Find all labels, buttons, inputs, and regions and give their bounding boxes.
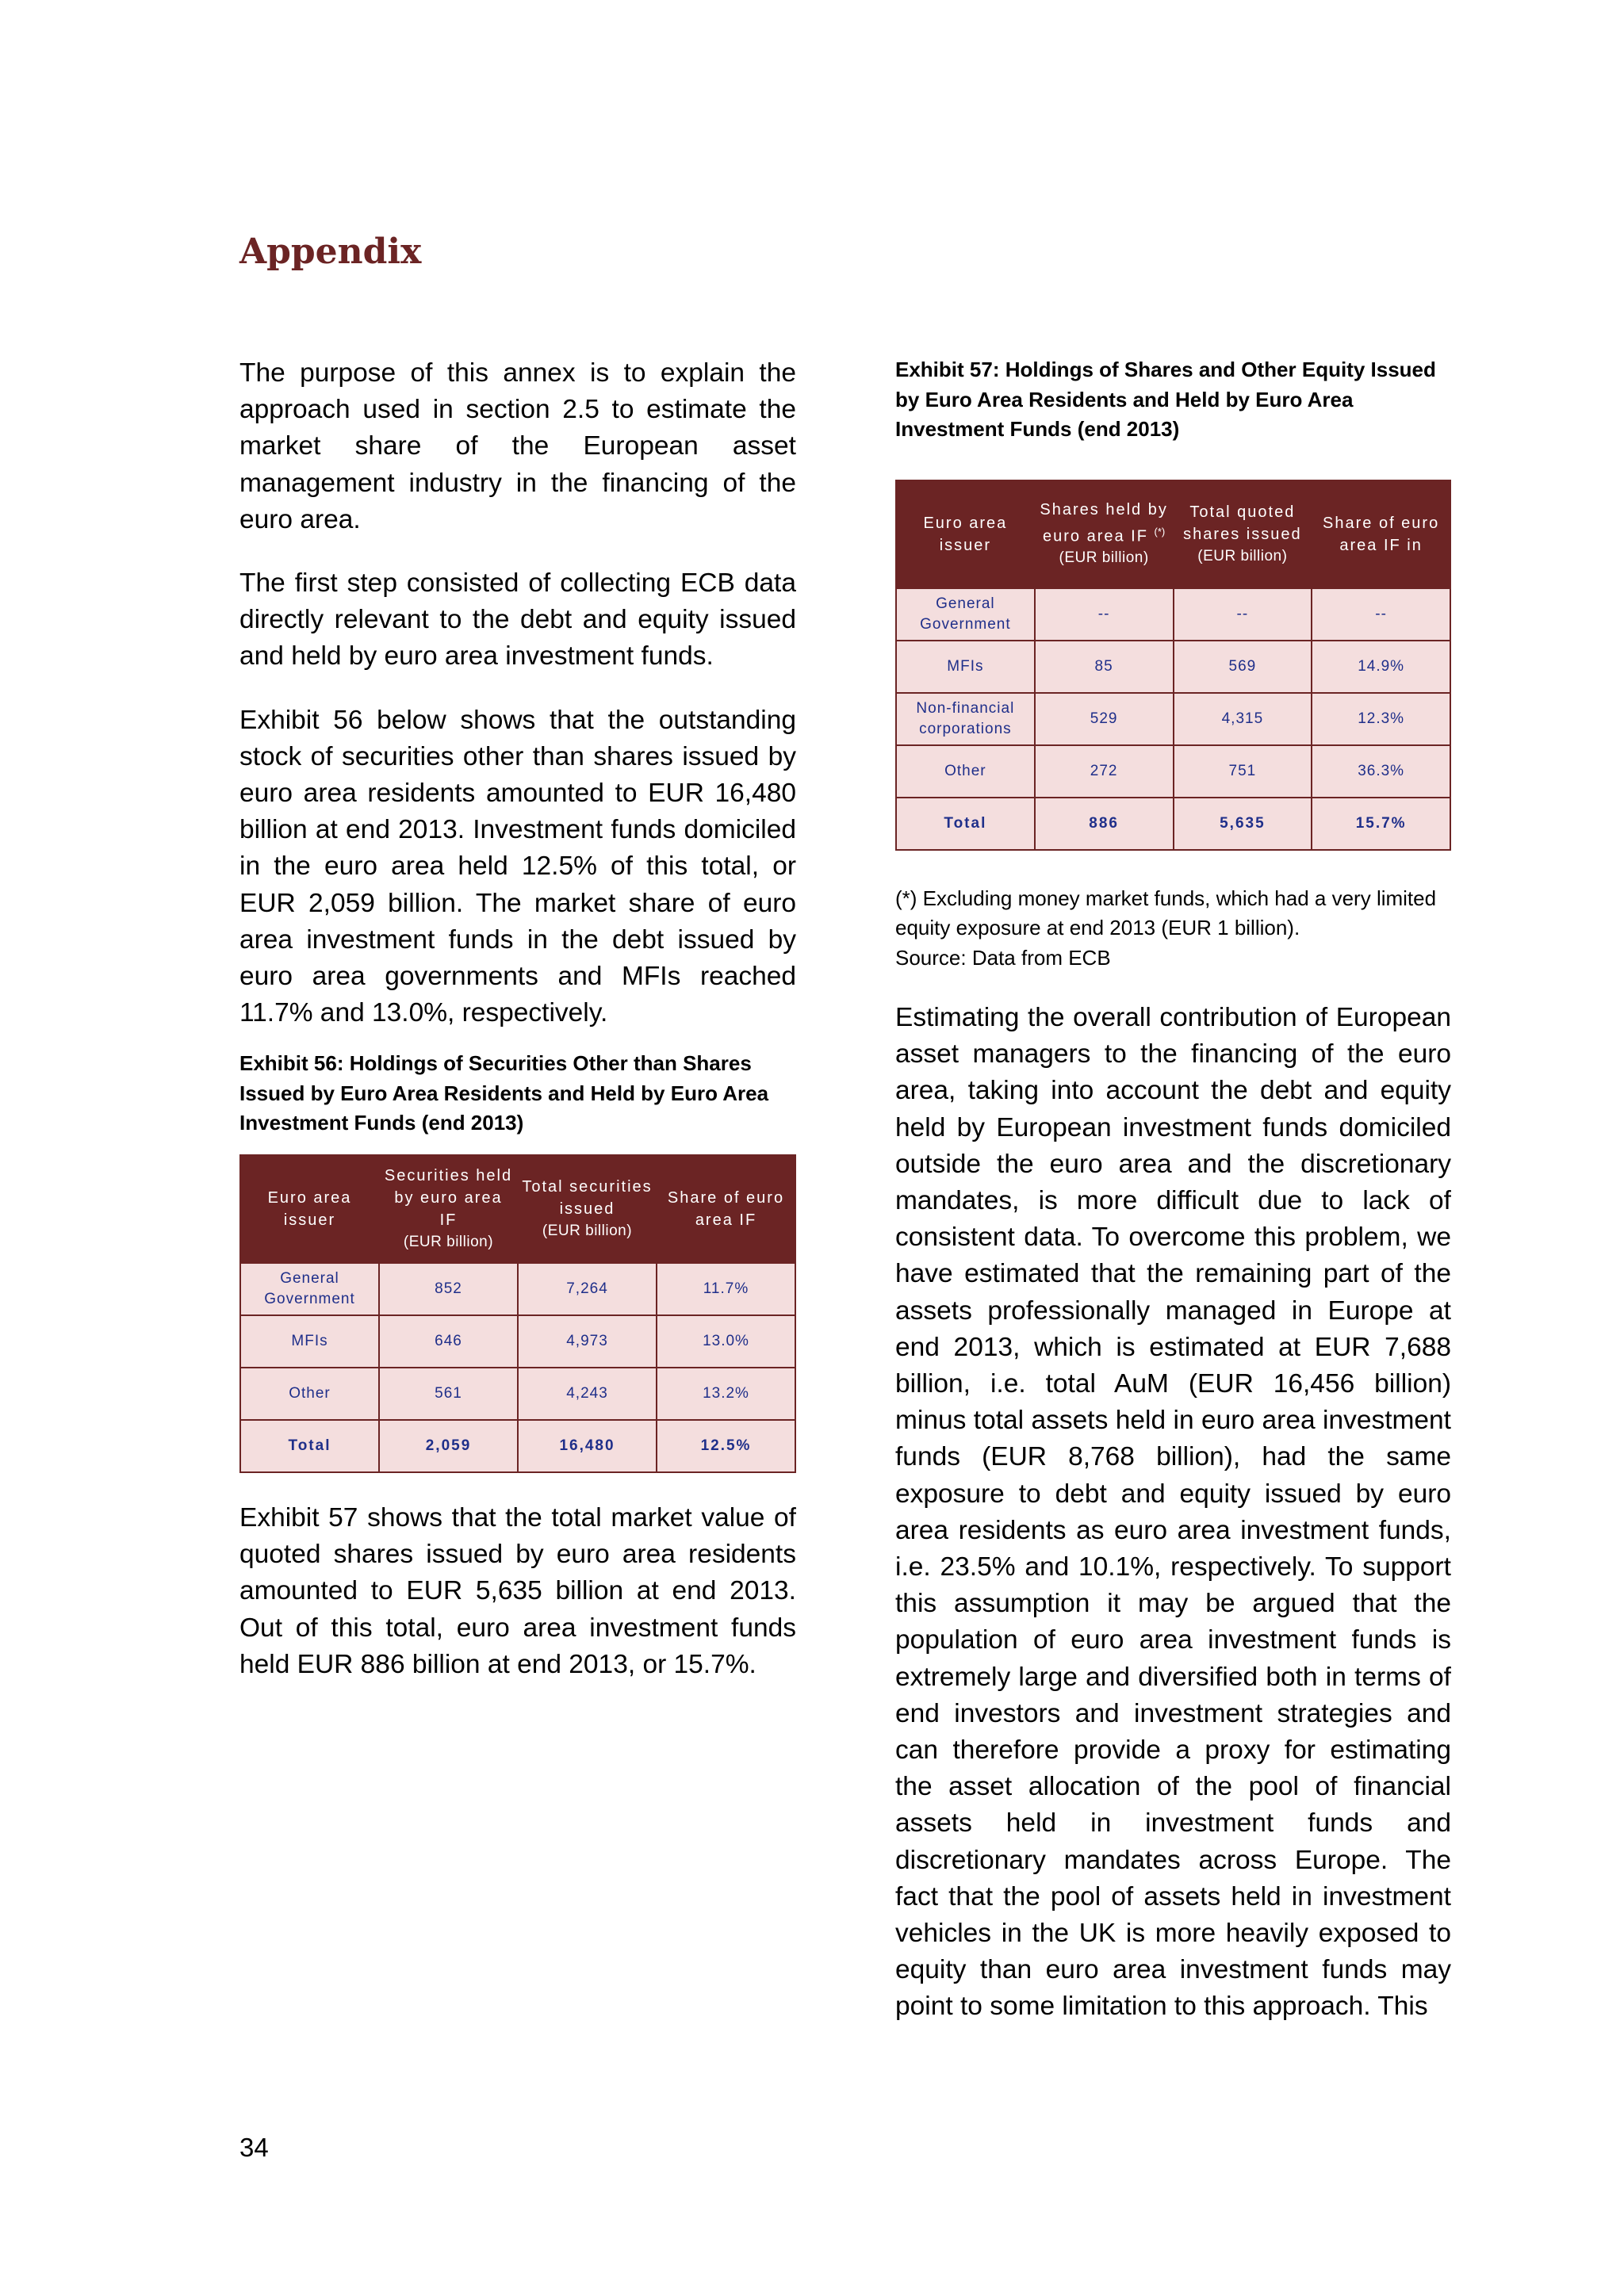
held-cell: -- <box>1035 588 1174 641</box>
share-cell: 12.3% <box>1312 693 1450 745</box>
total-cell: 4,243 <box>518 1368 657 1420</box>
issuer-cell: General Government <box>240 1263 379 1315</box>
column-header-share: Share of euro area IF <box>657 1155 795 1263</box>
exhibit57-notes <box>895 884 1451 974</box>
column-header-total: Total securities issued (EUR billion) <box>518 1155 657 1263</box>
source-note: Source: Data from ECB <box>895 945 1111 970</box>
share-cell: 13.0% <box>657 1315 795 1368</box>
total-cell: 569 <box>1174 641 1312 693</box>
share-cell: 14.9% <box>1312 641 1450 693</box>
held-cell: 852 <box>379 1263 518 1315</box>
total-cell: 4,973 <box>518 1315 657 1368</box>
column-header-share: Share of euro area IF in <box>1312 480 1450 588</box>
issuer-cell: Other <box>896 745 1035 798</box>
total-cell: 16,480 <box>518 1420 657 1472</box>
page-title: Appendix <box>239 232 422 272</box>
exhibit57-table <box>895 480 1451 851</box>
column-header-total: Total quoted shares issued (EUR billion) <box>1174 480 1312 588</box>
table-header-row <box>240 1155 795 1263</box>
total-cell: 7,264 <box>518 1263 657 1315</box>
held-cell: 85 <box>1035 641 1174 693</box>
held-cell: 2,059 <box>379 1420 518 1472</box>
column-header-held: Shares held by euro area IF (*) (EUR billion) <box>1035 480 1174 588</box>
issuer-cell: MFIs <box>896 641 1035 693</box>
total-cell: 5,635 <box>1174 798 1312 850</box>
issuer-cell: Total <box>896 798 1035 850</box>
column-header-held: Securities held by euro area IF (EUR billion) <box>379 1155 518 1263</box>
table-row <box>240 1315 795 1368</box>
issuer-cell: Non-financial corporations <box>896 693 1035 745</box>
share-cell: 36.3% <box>1312 745 1450 798</box>
table-total-row <box>896 798 1450 850</box>
share-cell: 12.5% <box>657 1420 795 1472</box>
issuer-cell: MFIs <box>240 1315 379 1368</box>
table-row <box>896 641 1450 693</box>
total-cell: -- <box>1174 588 1312 641</box>
total-cell: 4,315 <box>1174 693 1312 745</box>
table-row <box>240 1263 795 1315</box>
exhibit57-summary-paragraph: Exhibit 57 shows that the total market value of quoted shares issued by euro area residents amounted to EUR 5,635 billion at end 2013. Out of this total, euro area investment funds held EUR 886 billion at end 2013, or 15.7%. <box>239 1502 796 1679</box>
issuer-cell: Other <box>240 1368 379 1420</box>
column-header-issuer: Euro area issuer <box>896 480 1035 588</box>
page-number: 34 <box>239 2133 269 2162</box>
intro-paragraph: The purpose of this annex is to explain the approach used in section 2.5 to estimate the market share of the European asset management industry in the financing of the euro area. <box>239 358 796 534</box>
share-cell: 11.7% <box>657 1263 795 1315</box>
held-cell: 646 <box>379 1315 518 1368</box>
estimation-paragraph: Estimating the overall contribution of European asset managers to the financing of the euro area, taking into account the debt and equity held by European investment funds domiciled outside the euro area and the discretionary mandates, is more difficult due to lack of consistent data. To overcome this problem, we have estimated that the remaining part of the assets professionally managed in Europe at end 2013, which is estimated at EUR 7,688 billion, i.e. total AuM (EUR 16,456 billion) minus total assets held in euro area investment funds (EUR 8,768 billion), had the same exposure to debt and equity issued by euro area residents as euro area investment funds, i.e. 23.5% and 10.1%, respectively. To support this assumption it may be argued that the population of euro area investment funds is extremely large and diversified both in terms of end investors and investment strategies and can therefore provide a proxy for estimating the asset allocation of the pool of financial assets held in investment funds and discretionary mandates across Europe. The fact that the pool of assets held in investment vehicles in the UK is more heavily exposed to equity than euro area investment funds may point to some limitation to this approach. This <box>895 1003 1451 2022</box>
exhibit57-caption: Exhibit 57: Holdings of Shares and Other Equity Issued by Euro Area Residents and Held by Euro Area Investment Funds (end 2013) <box>895 358 1436 441</box>
table-row <box>896 693 1450 745</box>
right-column <box>895 355 1451 2053</box>
held-cell: 886 <box>1035 798 1174 850</box>
share-cell: 15.7% <box>1312 798 1450 850</box>
share-cell: 13.2% <box>657 1368 795 1420</box>
issuer-cell: Total <box>240 1420 379 1472</box>
total-cell: 751 <box>1174 745 1312 798</box>
issuer-cell: General Government <box>896 588 1035 641</box>
exhibit56-caption: Exhibit 56: Holdings of Securities Other than Shares Issued by Euro Area Residents and Held by Euro Area Investment Funds (end 2013) <box>239 1051 769 1135</box>
footnote: (*) Excluding money market funds, which had a very limited equity exposure at end 2013 (EUR 1 billion). <box>895 886 1437 939</box>
held-cell: 529 <box>1035 693 1174 745</box>
first-step-paragraph: The first step consisted of collecting ECB data directly relevant to the debt and equity issued and held by euro area investment funds. <box>239 568 796 672</box>
table-row <box>896 588 1450 641</box>
table-row <box>896 745 1450 798</box>
table-total-row <box>240 1420 795 1472</box>
held-cell: 272 <box>1035 745 1174 798</box>
exhibit56-summary-paragraph: Exhibit 56 below shows that the outstanding stock of securities other than shares issued by euro area residents amounted to EUR 16,480 billion at end 2013. Investment funds domiciled in the euro area held 12.5% of this total, or EUR 2,059 billion. The market share of euro area investment funds in the debt issued by euro area governments and MFIs reached 11.7% and 13.0%, respectively. <box>239 705 796 1028</box>
table-header-row <box>896 480 1450 588</box>
left-column <box>239 355 796 1710</box>
column-header-issuer: Euro area issuer <box>240 1155 379 1263</box>
held-cell: 561 <box>379 1368 518 1420</box>
table-row <box>240 1368 795 1420</box>
share-cell: -- <box>1312 588 1450 641</box>
exhibit56-table <box>239 1154 796 1473</box>
